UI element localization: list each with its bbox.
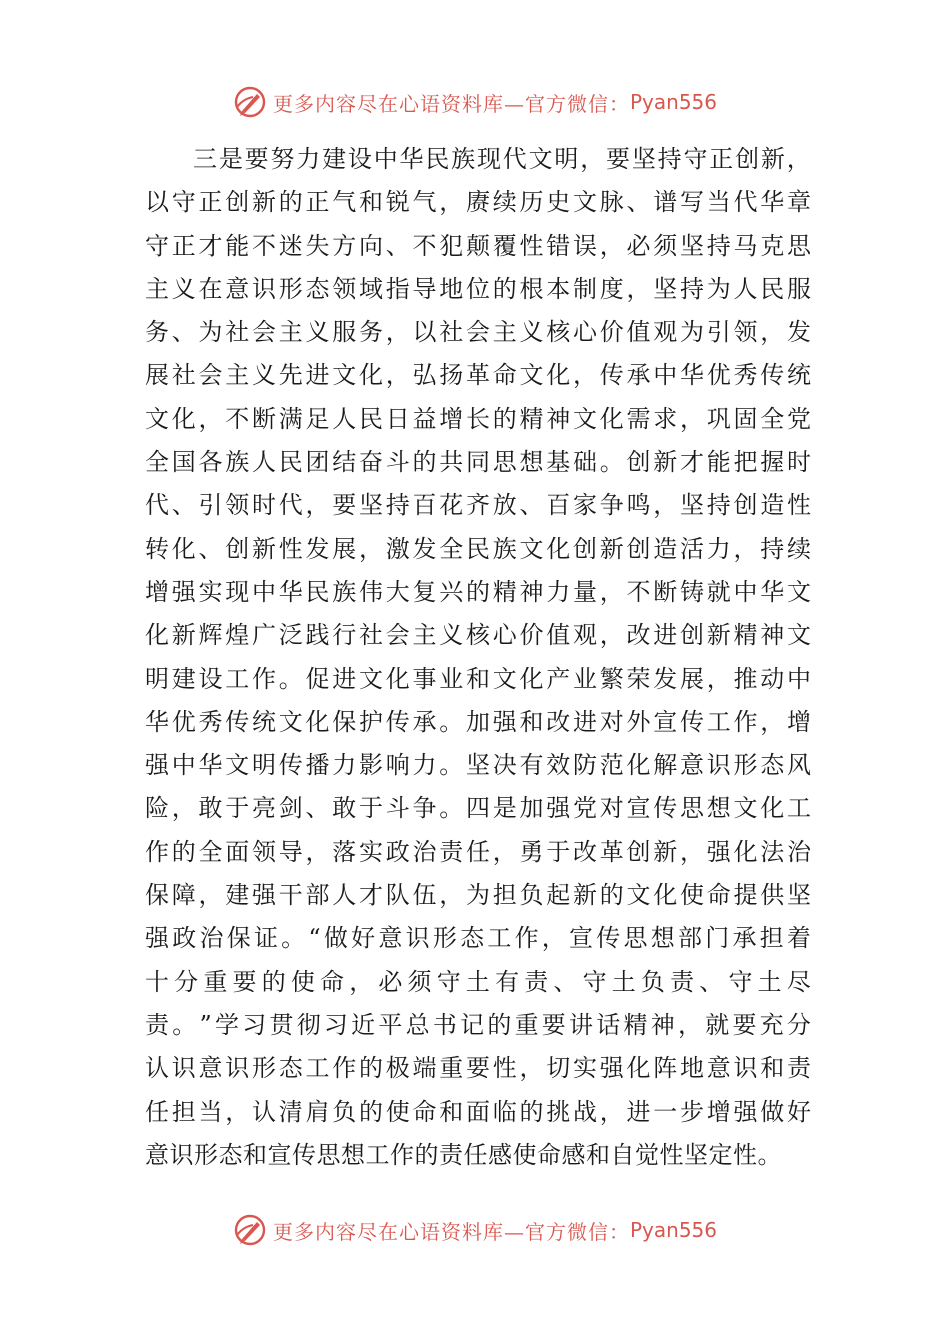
paragraph-line: 明 建 设 工 作 。 促 进 文 化 事 业 和 文 化 产 业 繁 荣 发 展 ， 推 动 中 — [145, 664, 811, 693]
paragraph-line: 守 正 才 能 不 迷 失 方 向 、 不 犯 颠 覆 性 错 误 ， 必 须 坚 持 马 克 思 — [145, 231, 811, 260]
banner-wechat-id: Pyan556 — [629, 1218, 717, 1242]
banner-text: 更多内容尽在心语资料库—官方微信： — [272, 91, 630, 116]
paragraph-line: 认 识 意 识 形 态 工 作 的 极 端 重 要 性 ， 切 实 强 化 阵 地 意 识 和 责 — [145, 1054, 811, 1083]
paragraph-line: 转 化 、 创 新 性 发 展 ， 激 发 全 民 族 文 化 创 新 创 造 活 力 ， 持 续 — [145, 534, 811, 563]
paragraph-line: 强 政 治 保 证 。 “ 做 好 意 识 形 态 工 作 ， 宣 传 思 想 部 门 承 担 着 — [145, 924, 811, 953]
paragraph-line: 强 中 华 文 明 传 播 力 影 响 力 。 坚 决 有 效 防 范 化 解 意 识 形 态 风 — [145, 751, 811, 780]
pen-logo-icon — [233, 1213, 267, 1247]
paragraph-line: 三 是 要 努 力 建 设 中 华 民 族 现 代 文 明 ， 要 坚 持 守 正 创 新 ， — [193, 145, 811, 173]
paragraph-line: 华 优 秀 传 统 文 化 保 护 传 承 。 加 强 和 改 进 对 外 宣 传 工 作 ， 增 — [145, 707, 811, 736]
footer-watermark-banner — [0, 1210, 950, 1250]
paragraph-line: 以 守 正 创 新 的 正 气 和 锐 气 ， 赓 续 历 史 文 脉 、 谱 写 当 代 华 章 — [145, 188, 811, 217]
paragraph-line: 代 、 引 领 时 代 ， 要 坚 持 百 花 齐 放 、 百 家 争 鸣 ， 坚 持 创 造 性 — [145, 491, 811, 520]
banner-text: 更多内容尽在心语资料库—官方微信： — [272, 1219, 630, 1244]
paragraph-line: 展 社 会 主 义 先 进 文 化 ， 弘 扬 革 命 文 化 ， 传 承 中 华 优 秀 传 统 — [145, 361, 811, 390]
pen-logo-icon — [233, 85, 267, 119]
paragraph-line: 任 担 当 ， 认 清 肩 负 的 使 命 和 面 临 的 挑 战 ， 进 一 步 增 强 做 好 — [145, 1097, 811, 1126]
paragraph-line: 全 国 各 族 人 民 团 结 奋 斗 的 共 同 思 想 基 础 。 创 新 才 能 把 握 时 — [145, 448, 811, 477]
paragraph-line: 作 的 全 面 领 导 ， 落 实 政 治 责 任 ， 勇 于 改 革 创 新 ， 强 化 法 治 — [145, 837, 811, 866]
banner-wechat-id: Pyan556 — [629, 90, 717, 114]
paragraph-line: 意识形态和宣传思想工作的责任感使命感和自觉性坚定性。 — [145, 1140, 782, 1169]
paragraph-line: 十 分 重 要 的 使 命 ， 必 须 守 土 有 责 、 守 土 负 责 、 守 土 尽 — [145, 967, 811, 996]
article-body — [145, 138, 811, 1177]
paragraph-line: 化 新 辉 煌 广 泛 践 行 社 会 主 义 核 心 价 值 观 ， 改 进 创 新 精 神 文 — [145, 621, 811, 650]
paragraph-line: 文 化 ， 不 断 满 足 人 民 日 益 增 长 的 精 神 文 化 需 求 ， 巩 固 全 党 — [145, 404, 811, 433]
paragraph-line: 责 。 ” 学 习 贯 彻 习 近 平 总 书 记 的 重 要 讲 话 精 神 ， 就 要 充 分 — [145, 1010, 811, 1039]
paragraph-line: 主 义 在 意 识 形 态 领 域 指 导 地 位 的 根 本 制 度 ， 坚 持 为 人 民 服 — [145, 274, 811, 303]
paragraph-line: 增 强 实 现 中 华 民 族 伟 大 复 兴 的 精 神 力 量 ， 不 断 铸 就 中 华 文 — [145, 577, 811, 606]
paragraph-line: 务 、 为 社 会 主 义 服 务 ， 以 社 会 主 义 核 心 价 值 观 为 引 领 ， 发 — [145, 318, 811, 347]
paragraph-line: 保 障 ， 建 强 干 部 人 才 队 伍 ， 为 担 负 起 新 的 文 化 使 命 提 供 坚 — [145, 881, 811, 910]
header-watermark-banner — [0, 82, 950, 122]
paragraph-line: 险 ， 敢 于 亮 剑 、 敢 于 斗 争 。 四 是 加 强 党 对 宣 传 思 想 文 化 工 — [145, 794, 811, 823]
